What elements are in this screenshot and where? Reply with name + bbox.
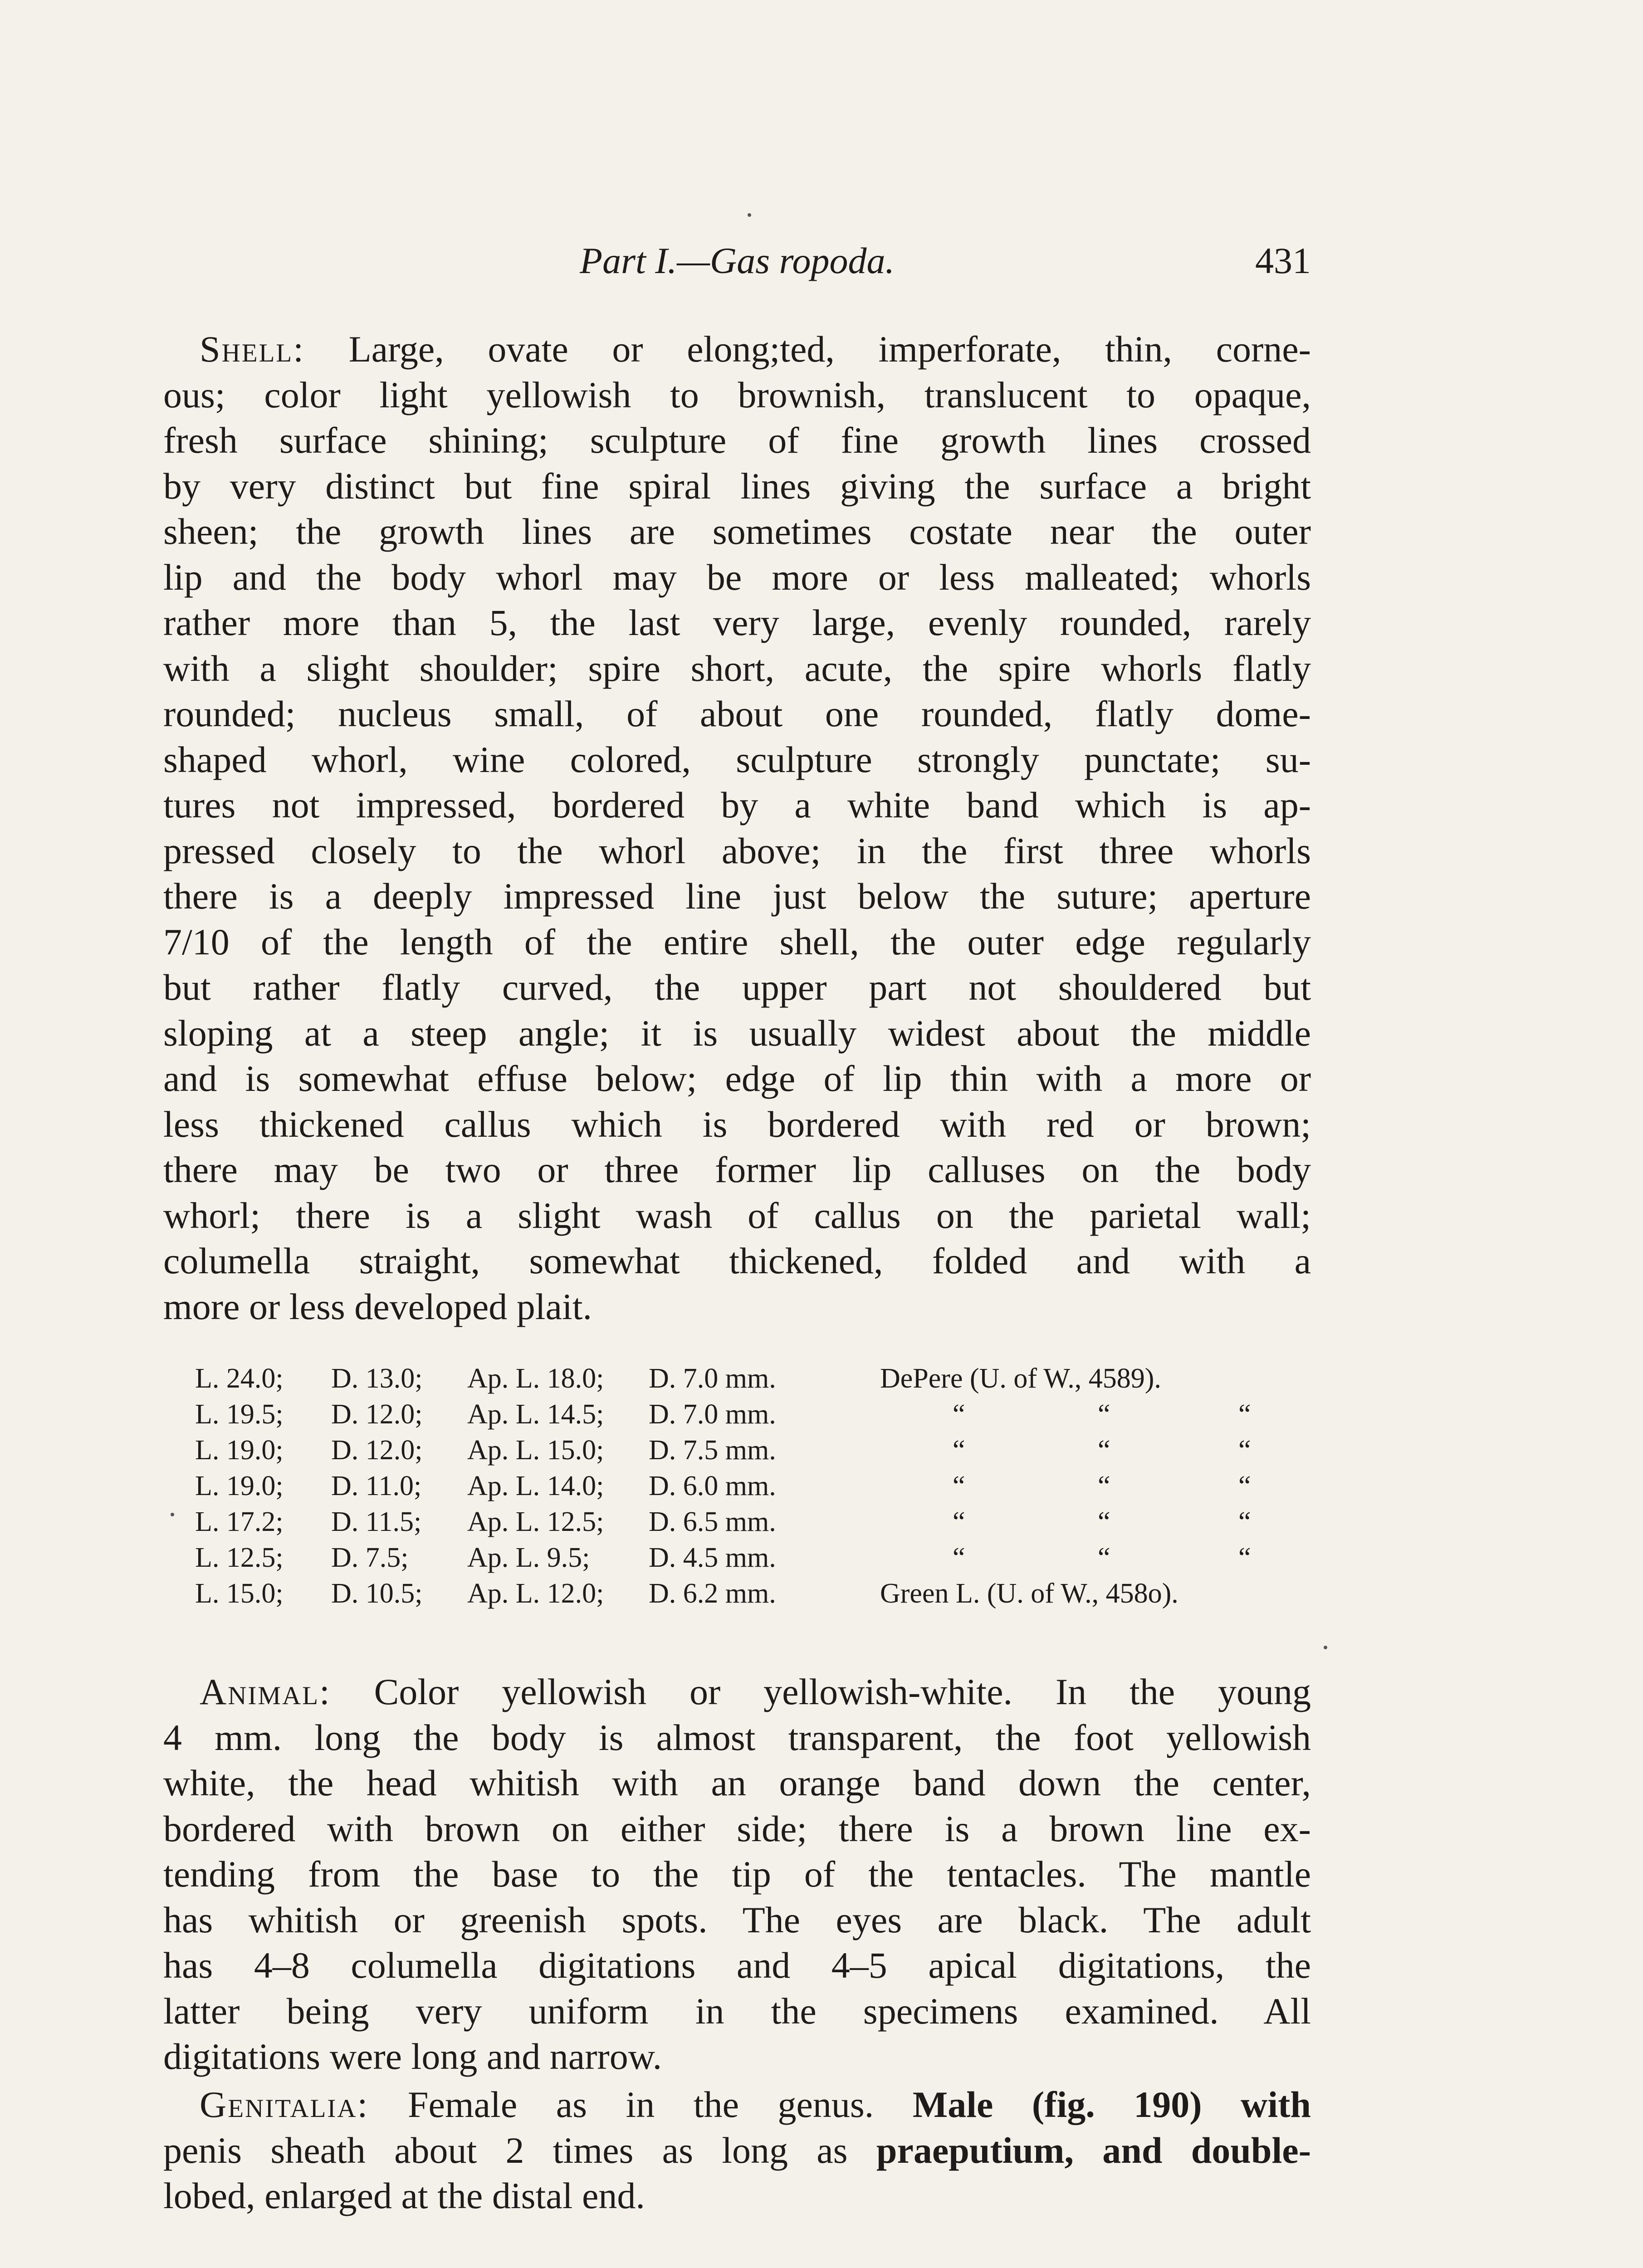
table-row (195, 1361, 1338, 1397)
aperture-length-cell: Ap. L. 12.0; (467, 1578, 604, 1609)
animal-paragraph (163, 1669, 1311, 2080)
aperture-length-cell: Ap. L. 14.0; (467, 1471, 604, 1501)
text-line: by very distinct but fine spiral lines giving the surface a bright (163, 465, 1311, 507)
aperture-length-cell: Ap. L. 12.5; (467, 1506, 604, 1537)
text-line: 7/10 of the length of the entire shell, the outer edge regularly (163, 921, 1311, 963)
text-fragment: penis sheath about 2 times as long as (163, 2129, 848, 2171)
text-line: there is a deeply impressed line just below the suture; aperture (163, 875, 1311, 917)
text-line: shaped whorl, wine colored, sculpture strongly punctate; su- (163, 738, 1311, 780)
ditto-mark: “ (1098, 1506, 1110, 1537)
text-line: tending from the base to the tip of the tentacles. The mantle (163, 1853, 1311, 1895)
text-line: bordered with brown on either side; there is a brown line ex- (163, 1808, 1311, 1849)
animal-label: Animal: (200, 1671, 331, 1712)
text-line: columella straight, somewhat thickened, folded and with a (163, 1240, 1311, 1281)
text-line: Large, ovate or elong;ted, imperforate, thin, corne- (348, 328, 1311, 370)
ditto-mark: “ (953, 1542, 965, 1573)
ditto-mark: “ (1238, 1471, 1251, 1501)
diameter-cell: D. 10.5; (331, 1578, 423, 1609)
text-line: sloping at a steep angle; it is usually widest about the middle (163, 1012, 1311, 1054)
text-line: lip and the body whorl may be more or less malleated; whorls (163, 556, 1311, 598)
text-line: has whitish or greenish spots. The eyes are black. The adult (163, 1899, 1311, 1941)
locality-cell: DePere (U. of W., 4589). (880, 1363, 1161, 1394)
diameter-cell: D. 12.0; (331, 1435, 423, 1466)
ditto-mark: “ (953, 1435, 965, 1466)
text-line: Color yellowish or yellowish-white. In the young (374, 1671, 1311, 1712)
aperture-diameter-cell: D. 6.2 mm. (649, 1578, 776, 1609)
diameter-cell: D. 13.0; (331, 1363, 423, 1394)
animal-first-line (163, 1669, 1311, 1715)
aperture-length-cell: Ap. L. 18.0; (467, 1363, 604, 1394)
print-speck (748, 213, 751, 217)
aperture-diameter-cell: D. 7.5 mm. (649, 1435, 776, 1466)
length-cell: L. 19.0; (195, 1435, 284, 1466)
table-row (195, 1432, 1338, 1468)
ditto-mark: “ (1098, 1435, 1110, 1466)
text-line: and is somewhat effuse below; edge of lip thin with a more or (163, 1058, 1311, 1099)
length-cell: L. 12.5; (195, 1542, 284, 1573)
aperture-diameter-cell: D. 7.0 mm. (649, 1399, 776, 1430)
diameter-cell: D. 12.0; (331, 1399, 423, 1430)
page-number: 431 (1255, 240, 1311, 281)
genitalia-second-line (163, 2128, 1311, 2174)
ditto-mark: “ (953, 1506, 965, 1537)
text-line: more or less developed plait. (163, 1286, 592, 1327)
text-line: rounded; nucleus small, of about one rounded, flatly dome- (163, 693, 1311, 734)
text-line: with a slight shoulder; spire short, acute, the spire whorls flatly (163, 647, 1311, 689)
ditto-mark: “ (1238, 1435, 1251, 1466)
measurements-table (195, 1361, 1338, 1612)
text-line: less thickened callus which is bordered with red or brown; (163, 1103, 1311, 1145)
text-line: there may be two or three former lip calluses on the body (163, 1149, 1311, 1190)
length-cell: L. 19.5; (195, 1399, 284, 1430)
text-line: rather more than 5, the last very large, evenly rounded, rarely (163, 602, 1311, 643)
text-line: but rather flatly curved, the upper part not shouldered but (163, 967, 1311, 1008)
shell-label: Shell: (200, 328, 305, 370)
text-line: lobed, enlarged at the distal end. (163, 2175, 645, 2216)
text-line: white, the head whitish with an orange band down the center, (163, 1762, 1311, 1804)
text-fragment: Female as in the genus. (407, 2084, 874, 2125)
genitalia-first-line (163, 2082, 1311, 2128)
text-line: whorl; there is a slight wash of callus on the parietal wall; (163, 1194, 1311, 1236)
length-cell: L. 24.0; (195, 1363, 284, 1394)
ditto-mark: “ (953, 1399, 965, 1430)
diameter-cell: D. 11.0; (331, 1471, 422, 1501)
ditto-mark: “ (1098, 1471, 1110, 1501)
text-line: ous; color light yellowish to brownish, translucent to opaque, (163, 374, 1311, 415)
ditto-mark: “ (953, 1471, 965, 1501)
shell-paragraph (163, 327, 1311, 1330)
running-head (163, 236, 1311, 286)
aperture-diameter-cell: D. 6.0 mm. (649, 1471, 776, 1501)
ditto-mark: “ (1238, 1399, 1251, 1430)
ditto-mark: “ (1098, 1399, 1110, 1430)
aperture-diameter-cell: D. 4.5 mm. (649, 1542, 776, 1573)
table-row (195, 1540, 1338, 1576)
text-line: 4 mm. long the body is almost transparent, the foot yellowish (163, 1716, 1311, 1758)
text-line: pressed closely to the whorl above; in the first three whorls (163, 830, 1311, 871)
aperture-length-cell: Ap. L. 15.0; (467, 1435, 604, 1466)
diameter-cell: D. 7.5; (331, 1542, 409, 1573)
locality-cell: Green L. (U. of W., 458o). (880, 1578, 1178, 1609)
running-title: Part I.—Gas ropoda. (580, 240, 895, 281)
text-line: fresh surface shining; sculpture of fine growth lines crossed (163, 420, 1311, 461)
length-cell: L. 15.0; (195, 1578, 284, 1609)
table-row (195, 1576, 1338, 1612)
table-row (195, 1504, 1338, 1540)
genitalia-paragraph (163, 2082, 1311, 2219)
text-line: digitations were long and narrow. (163, 2036, 662, 2077)
ditto-mark: “ (1238, 1506, 1251, 1537)
aperture-diameter-cell: D. 7.0 mm. (649, 1363, 776, 1394)
table-row (195, 1468, 1338, 1504)
text-line: latter being very uniform in the specimens examined. All (163, 1990, 1311, 2032)
text-line: tures not impressed, bordered by a white band which is ap- (163, 784, 1311, 826)
ditto-mark: “ (1098, 1542, 1110, 1573)
diameter-cell: D. 11.5; (331, 1506, 422, 1537)
genitalia-label: Genitalia: (200, 2084, 369, 2125)
aperture-length-cell: Ap. L. 14.5; (467, 1399, 604, 1430)
ditto-mark: “ (1238, 1542, 1251, 1573)
length-cell: L. 19.0; (195, 1471, 284, 1501)
text-line: sheen; the growth lines are sometimes costate near the outer (163, 511, 1311, 552)
print-speck (171, 1513, 174, 1516)
bold-text: praeputium, (876, 2129, 1074, 2171)
aperture-diameter-cell: D. 6.5 mm. (649, 1506, 776, 1537)
table-row (195, 1397, 1338, 1432)
shell-first-line (163, 327, 1311, 372)
print-speck (1324, 1646, 1327, 1649)
aperture-length-cell: Ap. L. 9.5; (467, 1542, 590, 1573)
bold-text: and double- (1102, 2129, 1311, 2171)
length-cell: L. 17.2; (195, 1506, 284, 1537)
text-line: has 4–8 columella digitations and 4–5 apical digitations, the (163, 1945, 1311, 1986)
bold-text: Male (fig. 190) with (912, 2084, 1311, 2125)
